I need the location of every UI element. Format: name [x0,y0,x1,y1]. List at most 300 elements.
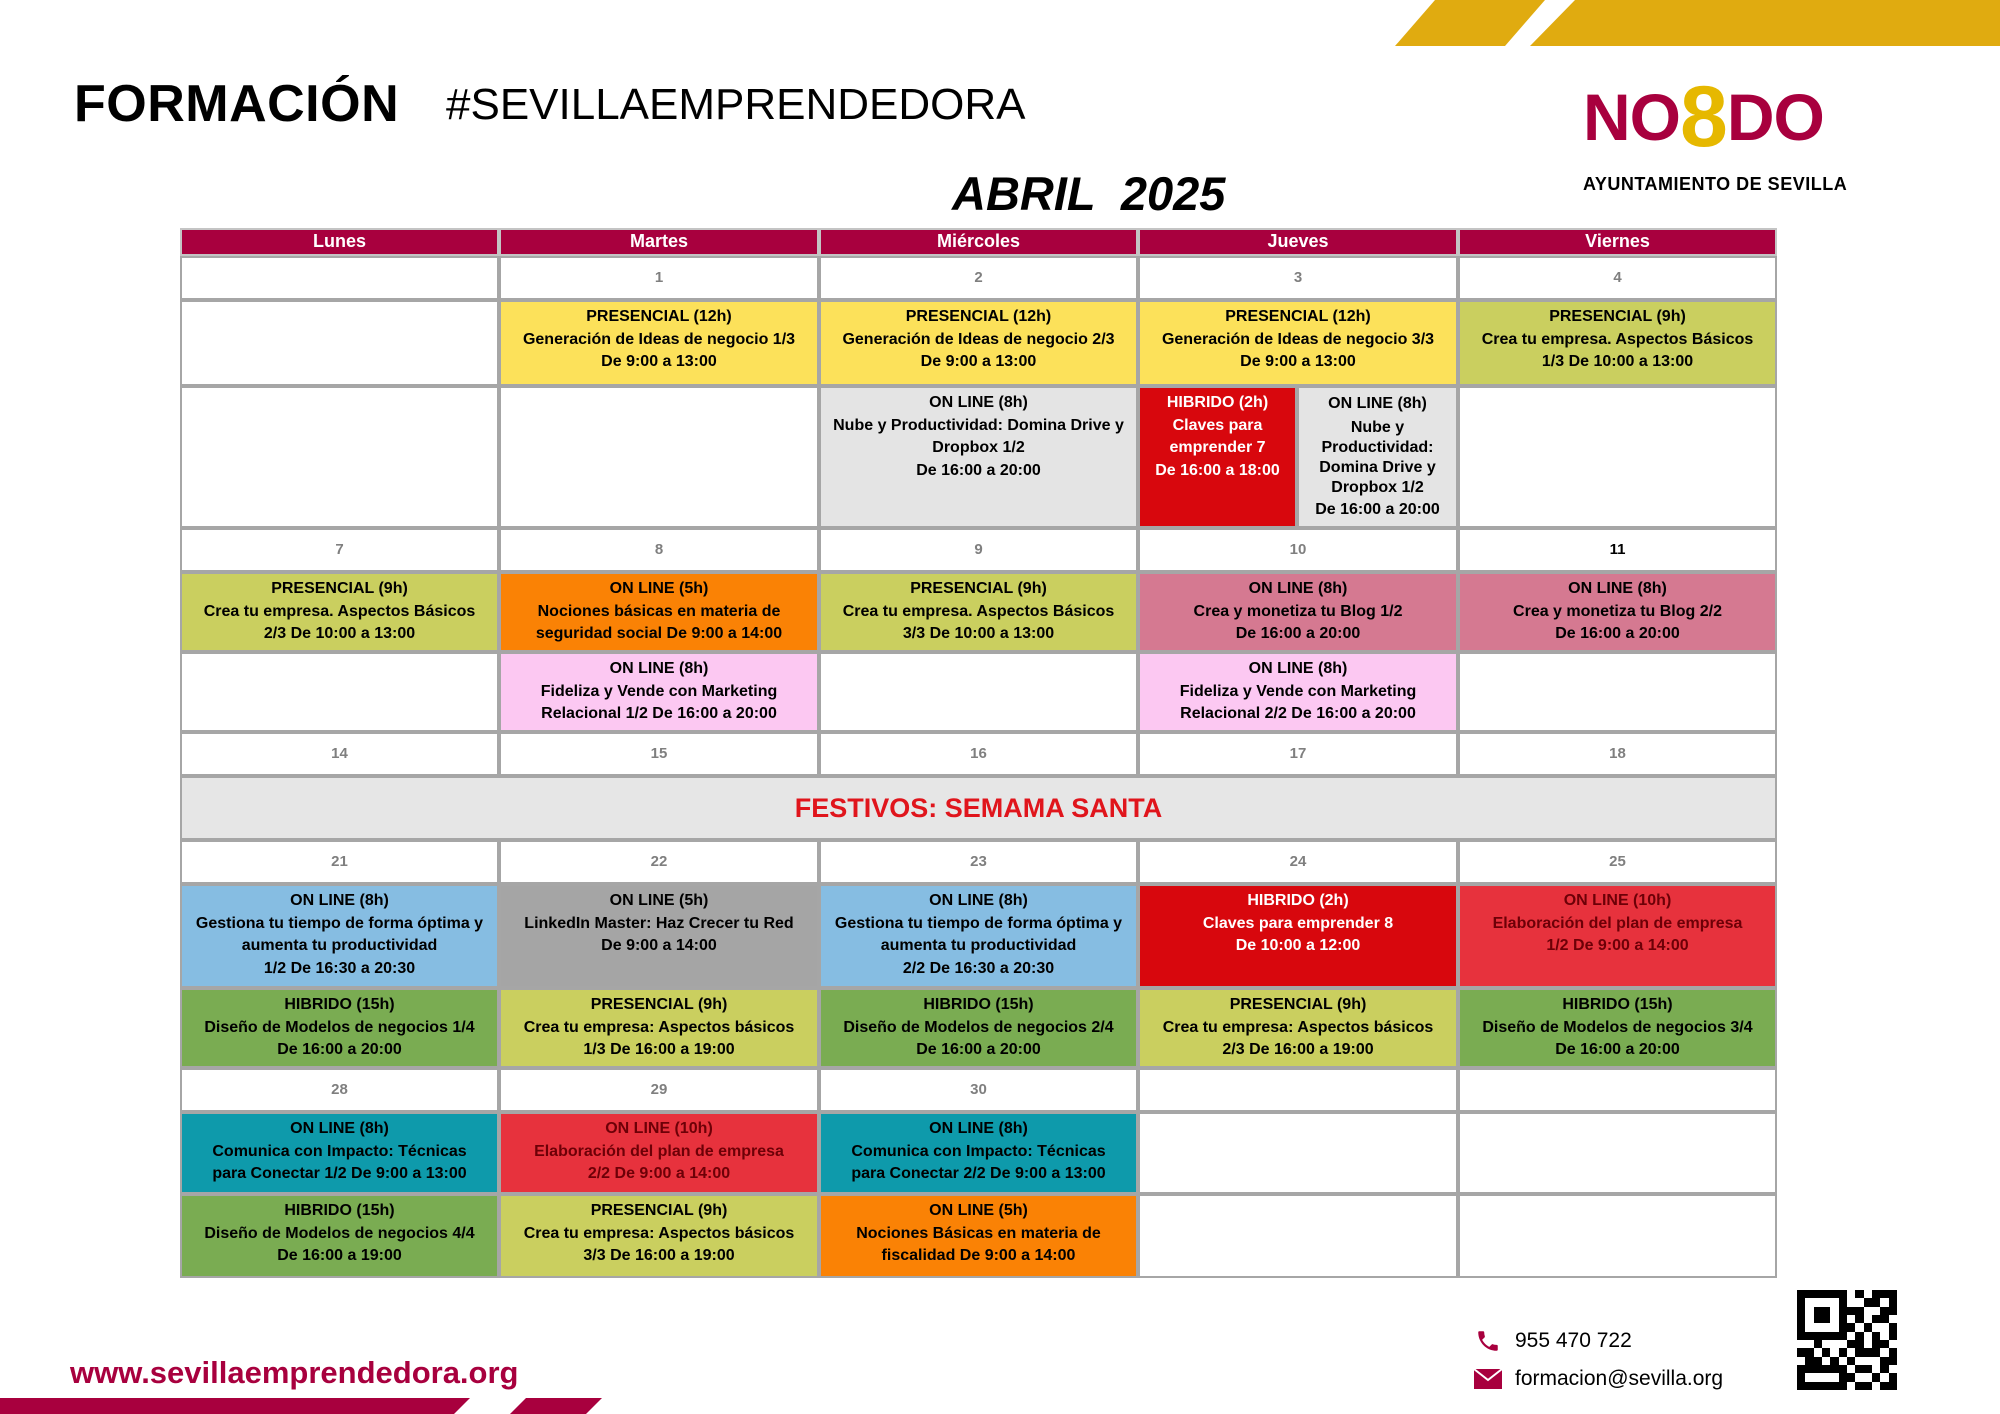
qr-module [1847,1340,1855,1348]
course-event[interactable] [499,988,819,1068]
day-number: 9 [819,528,1138,572]
qr-module [1805,1365,1813,1373]
day-number: 24 [1138,840,1458,884]
day-number: 21 [180,840,499,884]
qr-module [1839,1357,1847,1365]
event-modality: HIBRIDO (2h) [1247,892,1349,909]
qr-module [1889,1315,1897,1323]
event-schedule: De 16:00 a 20:00 [1555,1041,1680,1059]
decorative-band-top [1530,0,2000,46]
event-course-name: Nube y Productividad: Domina Drive y Dropbox 1/2 [1319,419,1436,496]
qr-module [1814,1332,1822,1340]
qr-module [1839,1382,1847,1390]
qr-module [1889,1382,1897,1390]
qr-module [1872,1348,1880,1356]
day-number [1458,1068,1777,1112]
course-event[interactable] [180,1112,499,1194]
qr-module [1822,1373,1830,1381]
empty-slot [819,652,1138,732]
qr-module [1855,1348,1863,1356]
month-title: ABRIL 2025 [952,167,1226,220]
event-modality: ON LINE (10h) [1563,892,1672,909]
qr-module [1855,1323,1863,1331]
qr-module [1864,1382,1872,1390]
qr-module [1855,1373,1863,1381]
qr-module [1797,1307,1805,1315]
qr-module [1880,1332,1888,1340]
day-number: 18 [1458,732,1777,776]
course-event[interactable] [1138,884,1458,988]
nodo-logo [1575,62,1848,200]
event-course-name: Claves para emprender 7 [1169,416,1266,457]
event-modality: ON LINE (8h) [1328,395,1427,412]
qr-module [1847,1315,1855,1323]
course-event[interactable] [180,884,499,988]
qr-module [1889,1373,1897,1381]
website-link[interactable]: www.sevillaemprendedora.org [70,1355,519,1390]
qr-module [1797,1365,1805,1373]
event-schedule: 3/3 De 16:00 a 19:00 [583,1247,735,1265]
event-course-name: Crea tu empresa: Aspectos básicos [523,1224,795,1242]
event-schedule: 2/2 De 9:00 a 14:00 [587,1165,731,1183]
day-number: 11 [1458,528,1777,572]
qr-module [1872,1382,1880,1390]
course-event[interactable] [819,988,1138,1068]
day-number: 2 [819,256,1138,300]
qr-module [1872,1357,1880,1365]
event-course-name: Gestiona tu tiempo de forma óptima y aumenta tu productividad [195,914,484,955]
course-event[interactable] [180,572,499,652]
event-schedule: De 9:00 a 13:00 [601,353,717,371]
day-number: 4 [1458,256,1777,300]
course-event[interactable] [819,386,1138,528]
day-number: 22 [499,840,819,884]
qr-module [1864,1290,1872,1298]
qr-module [1864,1340,1872,1348]
qr-module [1839,1332,1847,1340]
qr-module [1880,1373,1888,1381]
event-schedule: Relacional 1/2 De 16:00 a 20:00 [541,705,777,723]
empty-slot [1458,1194,1777,1278]
event-schedule: De 16:00 a 19:00 [277,1247,402,1265]
qr-module [1847,1365,1855,1373]
event-modality: PRESENCIAL (9h) [910,580,1047,597]
qr-module [1839,1315,1847,1323]
event-course-name: Fideliza y Vende con Marketing [1179,682,1417,700]
event-modality: HIBRIDO (15h) [1562,996,1673,1013]
day-number: 14 [180,732,499,776]
event-schedule: 1/2 De 16:30 a 20:30 [263,960,416,978]
qr-module [1797,1340,1805,1348]
event-modality: ON LINE (8h) [290,1120,389,1137]
course-event[interactable] [499,1112,819,1194]
event-course-name: Elaboración del plan de empresa [1492,914,1743,932]
course-event[interactable] [1458,300,1777,386]
qr-module [1839,1340,1847,1348]
day-number: 28 [180,1068,499,1112]
course-event[interactable] [1138,300,1458,386]
qr-module [1864,1365,1872,1373]
qr-module [1864,1348,1872,1356]
qr-module [1889,1365,1897,1373]
event-modality: PRESENCIAL (9h) [1229,996,1367,1013]
phone-contact [1473,1328,1632,1354]
event-course-name: Generación de Ideas de negocio 2/3 [842,330,1115,348]
event-schedule: 2/3 De 10:00 a 13:00 [263,625,416,643]
empty-slot [1458,386,1777,528]
day-number: 23 [819,840,1138,884]
qr-module [1797,1373,1805,1381]
event-course-name: Nociones Básicas en materia de [856,1224,1101,1242]
qr-module [1830,1373,1838,1381]
event-schedule: 2/2 De 16:30 a 20:30 [902,960,1055,978]
course-event[interactable] [1138,652,1458,732]
event-course-name: Diseño de Modelos de negocios 2/4 [843,1018,1114,1036]
empty-slot [1458,1112,1777,1194]
event-modality: ON LINE (8h) [290,892,389,909]
event-modality: ON LINE (10h) [605,1120,713,1137]
qr-module [1864,1332,1872,1340]
event-course-name: Generación de Ideas de negocio 3/3 [1161,330,1435,348]
course-event[interactable] [499,300,819,386]
course-event[interactable] [819,1112,1138,1194]
qr-module [1814,1340,1822,1348]
qr-module [1872,1365,1880,1373]
event-course-name: Crea y monetiza tu Blog 2/2 [1513,602,1722,620]
event-modality: HIBRIDO (2h) [1166,394,1269,411]
qr-module [1797,1332,1805,1340]
empty-slot [499,386,819,528]
qr-module [1805,1382,1813,1390]
course-event[interactable] [819,1194,1138,1278]
qr-module [1855,1307,1863,1315]
course-event[interactable] [1138,572,1458,652]
qr-module [1814,1382,1822,1390]
course-event[interactable] [499,884,819,988]
qr-module [1847,1298,1855,1306]
event-course-name: LinkedIn Master: Haz Crecer tu Red [524,914,794,932]
qr-code-icon[interactable] [1797,1290,1897,1390]
qr-module [1839,1298,1847,1306]
course-event[interactable] [1458,988,1777,1068]
qr-module [1805,1323,1813,1331]
event-course-name: Comunica con Impacto: Técnicas [212,1142,467,1160]
empty-slot [1138,1194,1458,1278]
qr-module [1822,1298,1830,1306]
course-event[interactable] [1297,386,1458,528]
qr-module [1872,1332,1880,1340]
qr-module [1889,1332,1897,1340]
event-schedule: De 16:00 a 20:00 [916,1041,1041,1059]
qr-module [1889,1298,1897,1306]
qr-module [1839,1365,1847,1373]
decorative-stripe-top [1395,0,1545,46]
event-modality: PRESENCIAL (9h) [1549,308,1686,325]
qr-module [1864,1307,1872,1315]
day-number: 10 [1138,528,1458,572]
page-hashtag: #SEVILLAEMPRENDEDORA [446,80,1026,129]
event-schedule: 1/3 De 10:00 a 13:00 [1541,353,1694,371]
day-number [1138,1068,1458,1112]
event-modality: ON LINE (8h) [1568,580,1667,597]
event-schedule: para Conectar 2/2 De 9:00 a 13:00 [851,1165,1106,1183]
course-event[interactable] [819,300,1138,386]
qr-module [1847,1323,1855,1331]
phone-icon [1473,1328,1503,1354]
qr-module [1847,1382,1855,1390]
event-course-name: Fideliza y Vende con Marketing [540,682,778,700]
decorative-stripe-bottom-small [510,1398,602,1414]
qr-module [1830,1340,1838,1348]
event-modality: PRESENCIAL (12h) [905,308,1052,325]
course-event[interactable] [180,1194,499,1278]
event-course-name: Diseño de Modelos de negocios 1/4 [204,1018,475,1036]
event-course-name: Comunica con Impacto: Técnicas [851,1142,1106,1160]
event-schedule: De 9:00 a 13:00 [1240,353,1356,371]
course-event[interactable] [1138,386,1297,528]
event-modality: ON LINE (8h) [929,1120,1028,1137]
qr-module [1814,1298,1822,1306]
qr-module [1797,1298,1805,1306]
qr-module [1880,1323,1888,1331]
course-event[interactable] [1138,988,1458,1068]
qr-module [1797,1382,1805,1390]
day-number: 29 [499,1068,819,1112]
course-event[interactable] [819,884,1138,988]
event-course-name: Generación de Ideas de negocio 1/3 [522,330,796,348]
qr-module [1880,1365,1888,1373]
weekday-header: Miércoles [819,228,1138,256]
day-number: 1 [499,256,819,300]
qr-module [1814,1357,1822,1365]
course-event[interactable] [499,572,819,652]
qr-module [1830,1348,1838,1356]
event-course-name: Elaboración del plan de empresa [534,1142,784,1160]
event-course-name: Crea y monetiza tu Blog 1/2 [1193,602,1403,620]
day-number: 3 [1138,256,1458,300]
qr-module [1880,1315,1888,1323]
empty-slot [180,386,499,528]
event-course-name: Crea tu empresa. Aspectos Básicos [203,602,476,620]
day-number: 7 [180,528,499,572]
course-event[interactable] [1458,884,1777,988]
event-schedule: para Conectar 1/2 De 9:00 a 13:00 [212,1165,467,1183]
qr-module [1872,1307,1880,1315]
qr-module [1822,1290,1830,1298]
qr-module [1814,1307,1822,1315]
event-modality: ON LINE (8h) [929,892,1028,909]
qr-module [1880,1290,1888,1298]
course-event[interactable] [819,572,1138,652]
qr-module [1839,1307,1847,1315]
event-schedule: De 9:00 a 14:00 [601,937,717,955]
qr-module [1830,1365,1838,1373]
qr-module [1830,1298,1838,1306]
qr-module [1847,1332,1855,1340]
course-event[interactable] [499,1194,819,1278]
event-schedule: De 16:00 a 20:00 [1235,625,1361,643]
logo-mark: NO8DO [1583,69,1824,165]
qr-module [1864,1315,1872,1323]
event-course-name: Nube y Productividad: Domina Drive y Dropbox 1/2 [833,416,1124,457]
qr-module [1880,1348,1888,1356]
event-schedule: De 16:00 a 20:00 [1555,625,1680,643]
event-course-name: Claves para emprender 8 [1202,914,1394,932]
day-number: 16 [819,732,1138,776]
qr-module [1889,1307,1897,1315]
qr-module [1805,1357,1813,1365]
qr-module [1872,1340,1880,1348]
weekday-header: Jueves [1138,228,1458,256]
course-event[interactable] [180,988,499,1068]
qr-module [1797,1315,1805,1323]
event-modality: PRESENCIAL (12h) [1225,308,1371,325]
qr-module [1864,1373,1872,1381]
qr-module [1805,1340,1813,1348]
qr-module [1872,1298,1880,1306]
event-modality: ON LINE (5h) [609,580,709,597]
email-address[interactable]: formacion@sevilla.org [1515,1367,1724,1390]
qr-module [1822,1357,1830,1365]
day-number: 25 [1458,840,1777,884]
event-schedule: 3/3 De 10:00 a 13:00 [902,625,1055,643]
qr-module [1805,1298,1813,1306]
day-number [180,256,499,300]
event-modality: ON LINE (8h) [929,394,1028,411]
qr-module [1814,1315,1822,1323]
qr-module [1880,1307,1888,1315]
event-schedule: 1/2 De 9:00 a 14:00 [1546,937,1689,955]
qr-module [1855,1382,1863,1390]
qr-module [1864,1357,1872,1365]
event-schedule: seguridad social De 9:00 a 14:00 [535,625,783,643]
event-modality: ON LINE (8h) [1248,580,1348,597]
qr-module [1805,1315,1813,1323]
qr-module [1847,1348,1855,1356]
holiday-banner: FESTIVOS: SEMAMA SANTA [180,776,1777,840]
event-modality: PRESENCIAL (9h) [271,580,408,597]
event-schedule: De 9:00 a 13:00 [920,353,1037,371]
day-number: 15 [499,732,819,776]
qr-module [1889,1340,1897,1348]
event-schedule: De 16:00 a 20:00 [1315,501,1440,518]
qr-module [1814,1348,1822,1356]
qr-module [1805,1307,1813,1315]
event-modality: HIBRIDO (15h) [923,996,1034,1013]
qr-module [1822,1315,1830,1323]
event-modality: HIBRIDO (15h) [284,996,395,1013]
event-course-name: Crea tu empresa: Aspectos básicos [1162,1018,1434,1036]
qr-module [1797,1357,1805,1365]
qr-module [1830,1323,1838,1331]
qr-module [1814,1373,1822,1381]
qr-module [1797,1348,1805,1356]
event-course-name: Crea tu empresa. Aspectos Básicos [842,602,1115,620]
qr-module [1814,1365,1822,1373]
weekday-header: Lunes [180,228,499,256]
day-number: 17 [1138,732,1458,776]
qr-module [1864,1298,1872,1306]
event-modality: HIBRIDO (15h) [284,1202,395,1219]
qr-module [1830,1382,1838,1390]
event-schedule: 2/3 De 16:00 a 19:00 [1222,1041,1374,1059]
qr-module [1872,1323,1880,1331]
decorative-stripe-bottom [0,1398,470,1414]
empty-slot [1458,652,1777,732]
event-schedule: De 16:00 a 20:00 [916,462,1041,480]
qr-module [1805,1332,1813,1340]
qr-module [1889,1323,1897,1331]
event-schedule: De 10:00 a 12:00 [1235,937,1361,955]
qr-module [1864,1323,1872,1331]
event-course-name: Diseño de Modelos de negocios 4/4 [204,1224,475,1242]
qr-module [1880,1357,1888,1365]
day-number: 8 [499,528,819,572]
event-course-name: Crea tu empresa: Aspectos básicos [523,1018,795,1036]
qr-module [1880,1382,1888,1390]
phone-number[interactable]: 955 470 722 [1515,1329,1632,1352]
event-modality: ON LINE (8h) [609,660,709,677]
qr-module [1830,1357,1838,1365]
weekday-header: Viernes [1458,228,1777,256]
qr-module [1805,1290,1813,1298]
qr-module [1805,1373,1813,1381]
day-number: 30 [819,1068,1138,1112]
qr-module [1847,1290,1855,1298]
qr-module [1822,1382,1830,1390]
qr-module [1889,1357,1897,1365]
event-modality: PRESENCIAL (9h) [590,996,728,1013]
qr-module [1797,1290,1805,1298]
qr-module [1839,1348,1847,1356]
email-contact [1473,1366,1723,1392]
qr-module [1839,1323,1847,1331]
qr-module [1880,1340,1888,1348]
qr-module [1847,1357,1855,1365]
qr-module [1839,1373,1847,1381]
qr-module [1814,1290,1822,1298]
event-schedule: Relacional 2/2 De 16:00 a 20:00 [1180,705,1416,723]
qr-module [1822,1323,1830,1331]
qr-module [1847,1307,1855,1315]
empty-slot [1138,1112,1458,1194]
qr-module [1872,1373,1880,1381]
course-event[interactable] [1458,572,1777,652]
qr-module [1830,1307,1838,1315]
event-schedule: De 16:00 a 18:00 [1155,462,1280,480]
mail-icon [1473,1366,1503,1392]
qr-module [1814,1323,1822,1331]
qr-module [1839,1290,1847,1298]
event-schedule: De 16:00 a 20:00 [277,1041,402,1059]
course-event[interactable] [499,652,819,732]
event-course-name: Diseño de Modelos de negocios 3/4 [1482,1018,1753,1036]
qr-module [1847,1373,1855,1381]
empty-slot [180,652,499,732]
qr-module [1872,1315,1880,1323]
qr-module [1805,1348,1813,1356]
event-modality: ON LINE (5h) [929,1202,1028,1219]
qr-module [1855,1290,1863,1298]
qr-module [1872,1290,1880,1298]
qr-module [1797,1323,1805,1331]
qr-module [1855,1340,1863,1348]
event-course-name: Gestiona tu tiempo de forma óptima y aumenta tu productividad [834,914,1123,955]
weekday-header: Martes [499,228,819,256]
qr-module [1822,1307,1830,1315]
qr-module [1855,1357,1863,1365]
qr-module [1822,1332,1830,1340]
